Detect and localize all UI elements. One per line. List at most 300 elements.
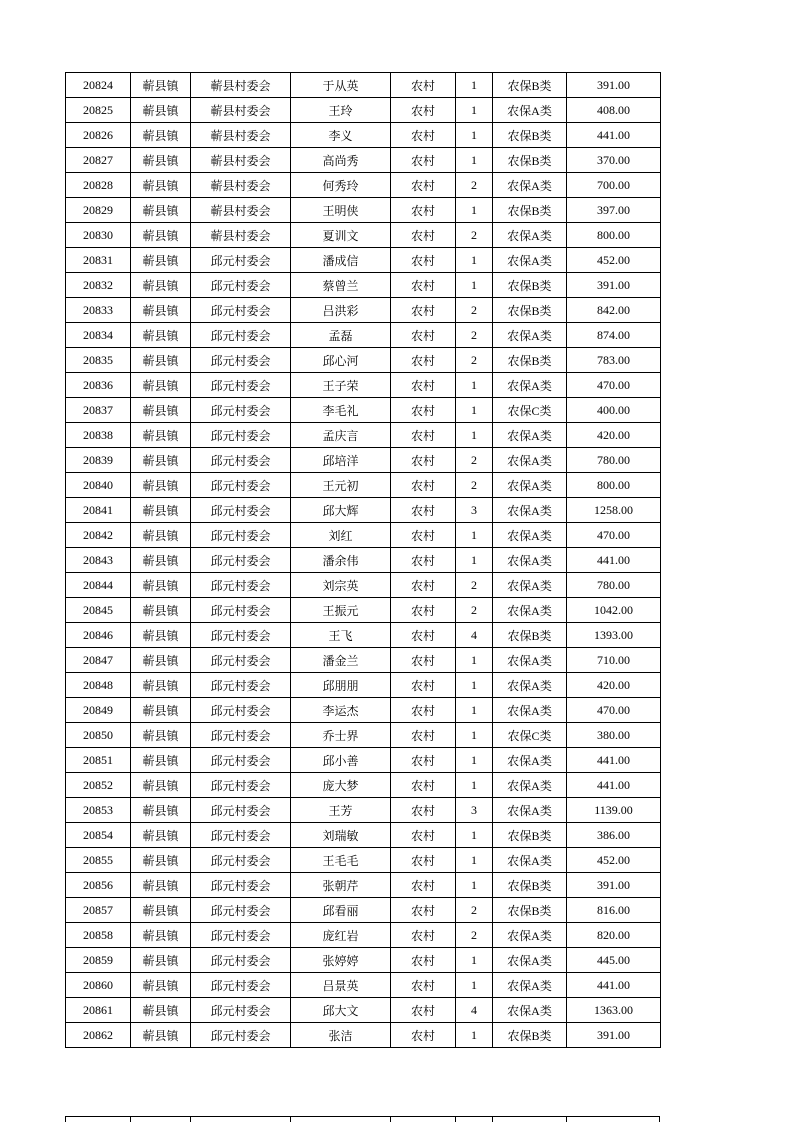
cell-residence_type: 农村 (391, 848, 456, 873)
cell-insurance_category: 农保A类 (493, 773, 567, 798)
cell-town: 蕲县镇 (131, 648, 191, 673)
cell-residence_type: 农村 (391, 523, 456, 548)
cell-town: 蕲县镇 (131, 548, 191, 573)
cell-residence_type: 农村 (391, 223, 456, 248)
cell-village_committee: 邱元村委会 (191, 723, 291, 748)
cell-residence_type: 农村 (391, 748, 456, 773)
cell-amount: 420.00 (567, 673, 661, 698)
cell-record_id: 20836 (66, 373, 131, 398)
cell-person_count: 1 (456, 548, 493, 573)
cell-residence_type: 农村 (391, 548, 456, 573)
cell-record_id: 20832 (66, 273, 131, 298)
cell-village_committee: 邱元村委会 (191, 498, 291, 523)
cell-person_count: 1 (456, 723, 493, 748)
table-row (66, 398, 661, 423)
partial-cell (190, 1117, 290, 1122)
table-row (66, 298, 661, 323)
cell-record_id: 20851 (66, 748, 131, 773)
cell-name: 张朝芹 (291, 873, 391, 898)
cell-insurance_category: 农保A类 (493, 248, 567, 273)
cell-residence_type: 农村 (391, 598, 456, 623)
cell-residence_type: 农村 (391, 1023, 456, 1048)
cell-village_committee: 邱元村委会 (191, 323, 291, 348)
cell-insurance_category: 农保B类 (493, 298, 567, 323)
cell-residence_type: 农村 (391, 398, 456, 423)
cell-record_id: 20834 (66, 323, 131, 348)
cell-name: 张洁 (291, 1023, 391, 1048)
cell-person_count: 1 (456, 873, 493, 898)
cell-residence_type: 农村 (391, 898, 456, 923)
cell-amount: 452.00 (567, 248, 661, 273)
cell-amount: 445.00 (567, 948, 661, 973)
cell-town: 蕲县镇 (131, 823, 191, 848)
cell-amount: 1139.00 (567, 798, 661, 823)
cell-village_committee: 蕲县村委会 (191, 173, 291, 198)
table-row (66, 248, 661, 273)
table-row (66, 523, 661, 548)
cell-record_id: 20859 (66, 948, 131, 973)
cell-town: 蕲县镇 (131, 948, 191, 973)
cell-name: 王明侠 (291, 198, 391, 223)
cell-town: 蕲县镇 (131, 148, 191, 173)
cell-insurance_category: 农保B类 (493, 73, 567, 98)
cell-person_count: 2 (456, 173, 493, 198)
cell-person_count: 4 (456, 998, 493, 1023)
table-row (66, 423, 661, 448)
table-row (66, 823, 661, 848)
cell-town: 蕲县镇 (131, 223, 191, 248)
cell-insurance_category: 农保B类 (493, 123, 567, 148)
table-row (66, 973, 661, 998)
cell-town: 蕲县镇 (131, 98, 191, 123)
cell-residence_type: 农村 (391, 348, 456, 373)
cell-record_id: 20844 (66, 573, 131, 598)
table-row (66, 1023, 661, 1048)
table-row (66, 73, 661, 98)
cell-town: 蕲县镇 (131, 173, 191, 198)
cell-amount: 397.00 (567, 198, 661, 223)
cell-insurance_category: 农保A类 (493, 748, 567, 773)
cell-amount: 1393.00 (567, 623, 661, 648)
cell-amount: 820.00 (567, 923, 661, 948)
cell-village_committee: 蕲县村委会 (191, 73, 291, 98)
cell-insurance_category: 农保A类 (493, 573, 567, 598)
cell-village_committee: 邱元村委会 (191, 298, 291, 323)
cell-name: 王元初 (291, 473, 391, 498)
cell-residence_type: 农村 (391, 998, 456, 1023)
cell-town: 蕲县镇 (131, 848, 191, 873)
cell-name: 庞红岩 (291, 923, 391, 948)
cell-record_id: 20850 (66, 723, 131, 748)
table-row (66, 773, 661, 798)
cell-person_count: 2 (456, 298, 493, 323)
cell-person_count: 2 (456, 448, 493, 473)
cell-name: 张婷婷 (291, 948, 391, 973)
cell-town: 蕲县镇 (131, 598, 191, 623)
cell-insurance_category: 农保A类 (493, 798, 567, 823)
cell-person_count: 3 (456, 798, 493, 823)
cell-village_committee: 邱元村委会 (191, 923, 291, 948)
cell-insurance_category: 农保A类 (493, 698, 567, 723)
cell-name: 夏训文 (291, 223, 391, 248)
cell-village_committee: 邱元村委会 (191, 948, 291, 973)
cell-village_committee: 邱元村委会 (191, 398, 291, 423)
cell-residence_type: 农村 (391, 123, 456, 148)
cell-insurance_category: 农保A类 (493, 473, 567, 498)
cell-record_id: 20848 (66, 673, 131, 698)
cell-amount: 700.00 (567, 173, 661, 198)
cell-name: 李义 (291, 123, 391, 148)
table-row (66, 173, 661, 198)
cell-residence_type: 农村 (391, 298, 456, 323)
cell-name: 乔士界 (291, 723, 391, 748)
partial-cell (455, 1117, 492, 1122)
table-row (66, 748, 661, 773)
cell-record_id: 20862 (66, 1023, 131, 1048)
cell-insurance_category: 农保A类 (493, 973, 567, 998)
cell-insurance_category: 农保B类 (493, 873, 567, 898)
cell-village_committee: 蕲县村委会 (191, 223, 291, 248)
table-row (66, 98, 661, 123)
cell-village_committee: 邱元村委会 (191, 273, 291, 298)
cell-name: 刘宗英 (291, 573, 391, 598)
cell-person_count: 1 (456, 423, 493, 448)
cell-town: 蕲县镇 (131, 723, 191, 748)
cell-record_id: 20842 (66, 523, 131, 548)
table-row (66, 623, 661, 648)
cell-residence_type: 农村 (391, 73, 456, 98)
cell-town: 蕲县镇 (131, 448, 191, 473)
cell-village_committee: 邱元村委会 (191, 373, 291, 398)
cell-insurance_category: 农保B类 (493, 823, 567, 848)
cell-name: 李运杰 (291, 698, 391, 723)
cell-name: 王毛毛 (291, 848, 391, 873)
cell-record_id: 20827 (66, 148, 131, 173)
cell-record_id: 20824 (66, 73, 131, 98)
cell-name: 邱看丽 (291, 898, 391, 923)
cell-amount: 441.00 (567, 773, 661, 798)
partial-cell (390, 1117, 455, 1122)
cell-town: 蕲县镇 (131, 898, 191, 923)
table-row (66, 473, 661, 498)
cell-town: 蕲县镇 (131, 873, 191, 898)
cell-record_id: 20843 (66, 548, 131, 573)
cell-insurance_category: 农保B类 (493, 623, 567, 648)
cell-village_committee: 邱元村委会 (191, 973, 291, 998)
cell-residence_type: 农村 (391, 823, 456, 848)
cell-name: 潘余伟 (291, 548, 391, 573)
cell-person_count: 1 (456, 248, 493, 273)
table-row (66, 548, 661, 573)
partial-cell (290, 1117, 390, 1122)
table-row (66, 273, 661, 298)
cell-person_count: 1 (456, 948, 493, 973)
cell-person_count: 1 (456, 973, 493, 998)
cell-record_id: 20837 (66, 398, 131, 423)
table-row (66, 798, 661, 823)
cell-village_committee: 邱元村委会 (191, 673, 291, 698)
cell-village_committee: 邱元村委会 (191, 423, 291, 448)
cell-village_committee: 邱元村委会 (191, 548, 291, 573)
cell-record_id: 20855 (66, 848, 131, 873)
table-row (66, 598, 661, 623)
cell-record_id: 20854 (66, 823, 131, 848)
cell-residence_type: 农村 (391, 923, 456, 948)
cell-person_count: 1 (456, 848, 493, 873)
cell-insurance_category: 农保B类 (493, 148, 567, 173)
table-row (66, 373, 661, 398)
table-row (66, 198, 661, 223)
cell-record_id: 20840 (66, 473, 131, 498)
cell-town: 蕲县镇 (131, 498, 191, 523)
cell-town: 蕲县镇 (131, 298, 191, 323)
cell-record_id: 20858 (66, 923, 131, 948)
cell-name: 邱大辉 (291, 498, 391, 523)
cell-insurance_category: 农保A类 (493, 173, 567, 198)
cell-residence_type: 农村 (391, 273, 456, 298)
cell-name: 邱心河 (291, 348, 391, 373)
table-row (66, 648, 661, 673)
cell-amount: 780.00 (567, 573, 661, 598)
cell-record_id: 20847 (66, 648, 131, 673)
cell-amount: 441.00 (567, 973, 661, 998)
cell-amount: 470.00 (567, 373, 661, 398)
cell-amount: 1363.00 (567, 998, 661, 1023)
cell-village_committee: 邱元村委会 (191, 798, 291, 823)
cell-residence_type: 农村 (391, 873, 456, 898)
cell-insurance_category: 农保B类 (493, 898, 567, 923)
cell-name: 邱培洋 (291, 448, 391, 473)
cell-insurance_category: 农保A类 (493, 998, 567, 1023)
cell-residence_type: 农村 (391, 148, 456, 173)
cell-name: 王子荣 (291, 373, 391, 398)
cell-record_id: 20857 (66, 898, 131, 923)
cell-residence_type: 农村 (391, 648, 456, 673)
cell-name: 李毛礼 (291, 398, 391, 423)
cell-residence_type: 农村 (391, 448, 456, 473)
cell-insurance_category: 农保A类 (493, 598, 567, 623)
cell-amount: 391.00 (567, 1023, 661, 1048)
cell-person_count: 2 (456, 348, 493, 373)
cell-name: 潘金兰 (291, 648, 391, 673)
cell-town: 蕲县镇 (131, 698, 191, 723)
cell-name: 王飞 (291, 623, 391, 648)
table-body (66, 73, 661, 1048)
cell-record_id: 20861 (66, 998, 131, 1023)
cell-name: 何秀玲 (291, 173, 391, 198)
cell-person_count: 4 (456, 623, 493, 648)
cell-town: 蕲县镇 (131, 973, 191, 998)
cell-person_count: 1 (456, 748, 493, 773)
cell-name: 刘瑞敏 (291, 823, 391, 848)
table-row (66, 148, 661, 173)
cell-person_count: 1 (456, 773, 493, 798)
cell-person_count: 1 (456, 198, 493, 223)
cell-residence_type: 农村 (391, 248, 456, 273)
cell-insurance_category: 农保A类 (493, 423, 567, 448)
cell-amount: 420.00 (567, 423, 661, 448)
cell-amount: 408.00 (567, 98, 661, 123)
cell-record_id: 20833 (66, 298, 131, 323)
cell-amount: 1042.00 (567, 598, 661, 623)
cell-village_committee: 邱元村委会 (191, 898, 291, 923)
table-row (66, 348, 661, 373)
payment-table (65, 72, 661, 1048)
cell-person_count: 1 (456, 373, 493, 398)
cell-amount: 441.00 (567, 123, 661, 148)
partial-cell (566, 1117, 660, 1122)
table-row (66, 948, 661, 973)
cell-insurance_category: 农保A类 (493, 648, 567, 673)
cell-residence_type: 农村 (391, 98, 456, 123)
cell-record_id: 20852 (66, 773, 131, 798)
cell-town: 蕲县镇 (131, 748, 191, 773)
cell-insurance_category: 农保A类 (493, 323, 567, 348)
cell-amount: 874.00 (567, 323, 661, 348)
cell-residence_type: 农村 (391, 723, 456, 748)
cell-person_count: 1 (456, 698, 493, 723)
cell-residence_type: 农村 (391, 973, 456, 998)
cell-amount: 391.00 (567, 873, 661, 898)
cell-amount: 783.00 (567, 348, 661, 373)
cell-insurance_category: 农保A类 (493, 923, 567, 948)
cell-record_id: 20839 (66, 448, 131, 473)
cell-residence_type: 农村 (391, 798, 456, 823)
cell-insurance_category: 农保C类 (493, 398, 567, 423)
cell-village_committee: 邱元村委会 (191, 598, 291, 623)
cell-person_count: 2 (456, 323, 493, 348)
cell-name: 邱大文 (291, 998, 391, 1023)
table-row (66, 573, 661, 598)
cell-record_id: 20825 (66, 98, 131, 123)
cell-village_committee: 邱元村委会 (191, 648, 291, 673)
cell-record_id: 20841 (66, 498, 131, 523)
cell-town: 蕲县镇 (131, 573, 191, 598)
cell-insurance_category: 农保C类 (493, 723, 567, 748)
cell-village_committee: 邱元村委会 (191, 748, 291, 773)
cell-name: 邱小善 (291, 748, 391, 773)
cell-residence_type: 农村 (391, 573, 456, 598)
cell-village_committee: 邱元村委会 (191, 348, 291, 373)
cell-town: 蕲县镇 (131, 423, 191, 448)
cell-town: 蕲县镇 (131, 998, 191, 1023)
cell-insurance_category: 农保A类 (493, 448, 567, 473)
cell-amount: 842.00 (567, 298, 661, 323)
cell-amount: 441.00 (567, 548, 661, 573)
cell-name: 于从英 (291, 73, 391, 98)
cell-insurance_category: 农保A类 (493, 373, 567, 398)
cell-insurance_category: 农保B类 (493, 198, 567, 223)
cell-town: 蕲县镇 (131, 773, 191, 798)
cell-insurance_category: 农保A类 (493, 948, 567, 973)
cell-residence_type: 农村 (391, 473, 456, 498)
cell-record_id: 20835 (66, 348, 131, 373)
cell-residence_type: 农村 (391, 948, 456, 973)
cell-town: 蕲县镇 (131, 373, 191, 398)
partial-cell (492, 1117, 566, 1122)
cell-town: 蕲县镇 (131, 198, 191, 223)
cell-amount: 710.00 (567, 648, 661, 673)
cell-insurance_category: 农保A类 (493, 223, 567, 248)
cell-town: 蕲县镇 (131, 323, 191, 348)
cell-name: 吕景英 (291, 973, 391, 998)
cell-amount: 800.00 (567, 473, 661, 498)
cell-insurance_category: 农保B类 (493, 273, 567, 298)
cell-town: 蕲县镇 (131, 623, 191, 648)
table-row (66, 123, 661, 148)
cell-residence_type: 农村 (391, 673, 456, 698)
cell-amount: 441.00 (567, 748, 661, 773)
cell-person_count: 2 (456, 573, 493, 598)
table-row (66, 673, 661, 698)
cell-person_count: 1 (456, 123, 493, 148)
cell-record_id: 20860 (66, 973, 131, 998)
cell-amount: 470.00 (567, 523, 661, 548)
cell-insurance_category: 农保B类 (493, 348, 567, 373)
cell-name: 高尚秀 (291, 148, 391, 173)
cell-person_count: 1 (456, 823, 493, 848)
cell-village_committee: 邱元村委会 (191, 523, 291, 548)
cell-record_id: 20849 (66, 698, 131, 723)
cell-person_count: 2 (456, 898, 493, 923)
cell-residence_type: 农村 (391, 498, 456, 523)
cell-town: 蕲县镇 (131, 523, 191, 548)
cell-residence_type: 农村 (391, 623, 456, 648)
cell-town: 蕲县镇 (131, 273, 191, 298)
cell-village_committee: 蕲县村委会 (191, 198, 291, 223)
cell-person_count: 1 (456, 398, 493, 423)
cell-village_committee: 邱元村委会 (191, 873, 291, 898)
cell-village_committee: 邱元村委会 (191, 848, 291, 873)
cell-insurance_category: 农保A类 (493, 548, 567, 573)
cell-person_count: 1 (456, 648, 493, 673)
cell-amount: 470.00 (567, 698, 661, 723)
cell-name: 潘成信 (291, 248, 391, 273)
cell-record_id: 20845 (66, 598, 131, 623)
cell-village_committee: 邱元村委会 (191, 823, 291, 848)
table-row (66, 873, 661, 898)
cell-amount: 400.00 (567, 398, 661, 423)
cell-town: 蕲县镇 (131, 348, 191, 373)
cell-residence_type: 农村 (391, 423, 456, 448)
table-row (66, 323, 661, 348)
cell-village_committee: 邱元村委会 (191, 573, 291, 598)
cell-record_id: 20829 (66, 198, 131, 223)
cell-village_committee: 邱元村委会 (191, 623, 291, 648)
table-row (66, 848, 661, 873)
cell-record_id: 20830 (66, 223, 131, 248)
partial-row (65, 1116, 660, 1122)
cell-name: 邱朋朋 (291, 673, 391, 698)
cell-town: 蕲县镇 (131, 73, 191, 98)
cell-amount: 391.00 (567, 73, 661, 98)
cell-person_count: 1 (456, 148, 493, 173)
cell-person_count: 3 (456, 498, 493, 523)
cell-insurance_category: 农保A类 (493, 98, 567, 123)
cell-amount: 452.00 (567, 848, 661, 873)
cell-village_committee: 邱元村委会 (191, 1023, 291, 1048)
cell-town: 蕲县镇 (131, 1023, 191, 1048)
cell-residence_type: 农村 (391, 198, 456, 223)
cell-name: 王振元 (291, 598, 391, 623)
cell-insurance_category: 农保A类 (493, 498, 567, 523)
table-row (66, 698, 661, 723)
cell-name: 王玲 (291, 98, 391, 123)
cell-town: 蕲县镇 (131, 923, 191, 948)
cell-record_id: 20856 (66, 873, 131, 898)
cell-person_count: 2 (456, 923, 493, 948)
table-row (66, 723, 661, 748)
